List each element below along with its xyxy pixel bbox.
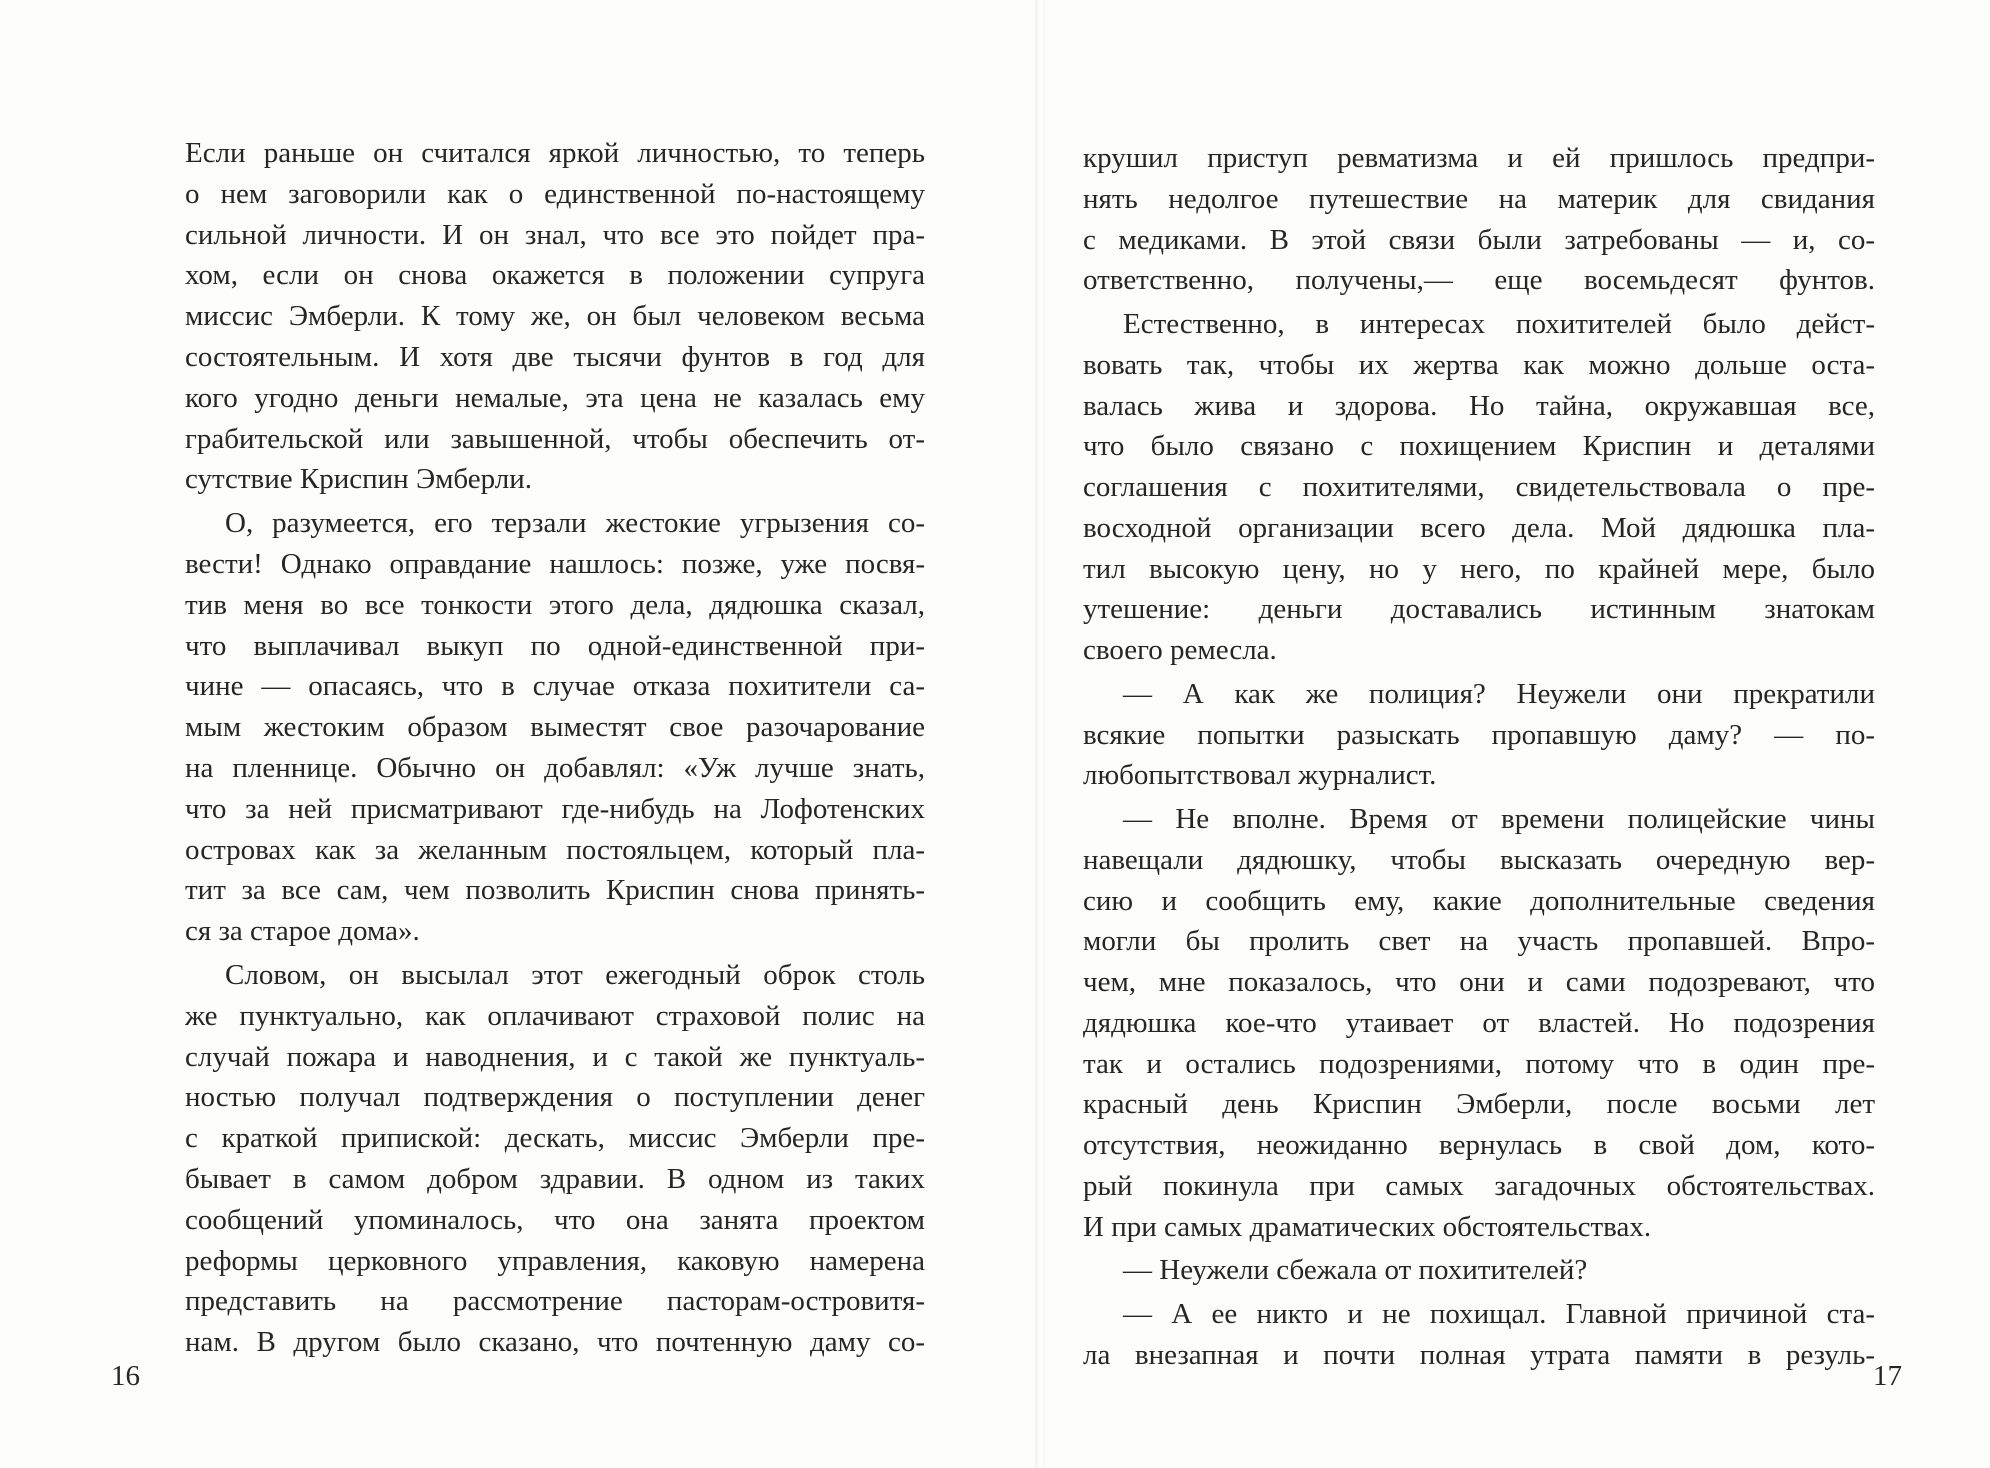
text-line: сутствие Криспин Эмберли. [185,463,533,496]
right-page [1045,0,1990,1468]
text-line: с медиками. В этой связи были затребованы — и, со- [1083,223,1875,256]
text-line: вести! Однако оправдание нашлось: позже, уже посвя- [185,547,925,580]
text-line: — Не вполне. Время от времени полицейские чины [1123,803,1875,835]
text-line: миссис Эмберли. К тому же, он был человеком весьма [185,300,925,333]
text-line: состоятельным. И хотя две тысячи фунтов в год для [185,340,925,373]
text-line: мым жестоким образом выместят свое разочарование [185,711,925,744]
text-line: сильной личности. И он знал, что все это пойдет пра- [185,218,925,251]
text-line: островах как за желанным постояльцем, который пла- [185,833,925,866]
text-line: могли бы пролить свет на участь пропавшей. Впро- [1083,925,1875,958]
text-line: своего ремесла. [1083,634,1277,666]
text-line: утешение: деньги доставались истинным знатокам [1083,593,1875,626]
text-line: ответственно, получены,— еще восемьдесят фунтов. [1083,264,1875,297]
text-line: валась жива и здорова. Но тайна, окружавшая все, [1083,389,1875,422]
text-line: крушил приступ ревматизма и ей пришлось предпри- [1083,142,1875,174]
text-line: же пунктуально, как оплачивают страховой полис на [185,999,925,1032]
text-line: представить на рассмотрение пасторам-островитя- [185,1285,925,1318]
text-line: о нем заговорили как о единственной по-настоящему [185,177,925,210]
text-line: случай пожара и наводнения, и с такой же пунктуаль- [185,1040,925,1073]
text-line: ностью получал подтверждения о поступлении денег [185,1081,925,1114]
text-line: вовать так, чтобы их жертва как можно дольше оста- [1083,348,1875,381]
left-page-text [185,133,925,1363]
text-line: что выплачивал выкуп по одной-единственной при- [185,629,925,662]
text-line: чем, мне показалось, что они и сами подозревают, что [1083,966,1875,998]
text-line: ся за старое дома». [185,915,420,948]
text-line: сообщений упоминалось, что она занята проектом [185,1203,925,1236]
text-line: нам. В другом было сказано, что почтенную даму со- [185,1326,925,1359]
text-line: нять недолгое путешествие на материк для свидания [1083,182,1875,215]
text-line: всякие попытки разыскать пропавшую даму? — по- [1083,718,1875,751]
text-line: — Неужели сбежала от похитителей? [1123,1254,1588,1287]
page-number-left: 16 [111,1360,140,1392]
text-line: хом, если он снова окажется в положении супруга [185,259,925,292]
text-line: Словом, он высылал этот ежегодный оброк столь [225,958,925,991]
text-line: кого угодно деньги немалые, эта цена не казалась ему [185,381,925,414]
text-line: — А ее никто и не похищал. Главной причиной ста- [1123,1298,1875,1330]
book-gutter [1035,0,1045,1468]
text-line: тит за все сам, чем позволить Криспин снова принять- [185,874,925,907]
text-line: любопытствовал журналист. [1083,759,1437,792]
text-line: что было связано с похищением Криспин и деталями [1083,430,1875,463]
text-line: ла внезапная и почти полная утрата памяти в резуль- [1083,1338,1875,1371]
text-line: тив меня во все тонкости этого дела, дядюшка сказал, [185,588,925,621]
text-line: И при самых драматических обстоятельствах. [1083,1210,1652,1243]
text-line: — А как же полиция? Неужели они прекратили [1123,677,1875,710]
text-line: рый покинула при самых загадочных обстоятельствах. [1083,1169,1875,1202]
text-line: бывает в самом добром здравии. В одном из таких [185,1162,925,1195]
text-line: соглашения с похитителями, свидетельствовала о пре- [1083,471,1875,503]
text-line: навещали дядюшку, чтобы высказать очередную вер- [1083,843,1875,876]
text-line: грабительской или завышенной, чтобы обеспечить от- [185,422,925,455]
text-line: Если раньше он считался яркой личностью, то теперь [185,137,925,169]
text-line: чине — опасаясь, что в случае отказа похитители са- [185,670,925,703]
text-line: сию и сообщить ему, какие дополнительные сведения [1083,884,1875,917]
text-line: Естественно, в интересах похитителей было дейст- [1123,308,1875,340]
right-page-text [1083,138,1875,1376]
text-line: с краткой припиской: дескать, миссис Эмберли пре- [185,1122,925,1155]
text-line: тил высокую цену, но у него, по крайней мере, было [1083,552,1875,585]
page-number-right: 17 [1873,1360,1902,1392]
text-line: красный день Криспин Эмберли, после восьми лет [1083,1088,1875,1121]
text-line: на пленнице. Обычно он добавлял: «Уж лучше знать, [185,751,925,784]
text-line: О, разумеется, его терзали жестокие угрызения со- [225,507,925,540]
text-line: отсутствия, неожиданно вернулась в свой дом, кото- [1083,1129,1875,1161]
text-line: так и остались подозрениями, потому что в один пре- [1083,1047,1875,1080]
text-line: восходной организации всего дела. Мой дядюшка пла- [1083,511,1875,544]
text-line: дядюшка кое-что утаивает от властей. Но подозрения [1083,1006,1875,1039]
text-line: реформы церковного управления, каковую намерена [185,1244,925,1277]
text-line: что за ней присматривают где-нибудь на Лофотенских [185,792,925,825]
